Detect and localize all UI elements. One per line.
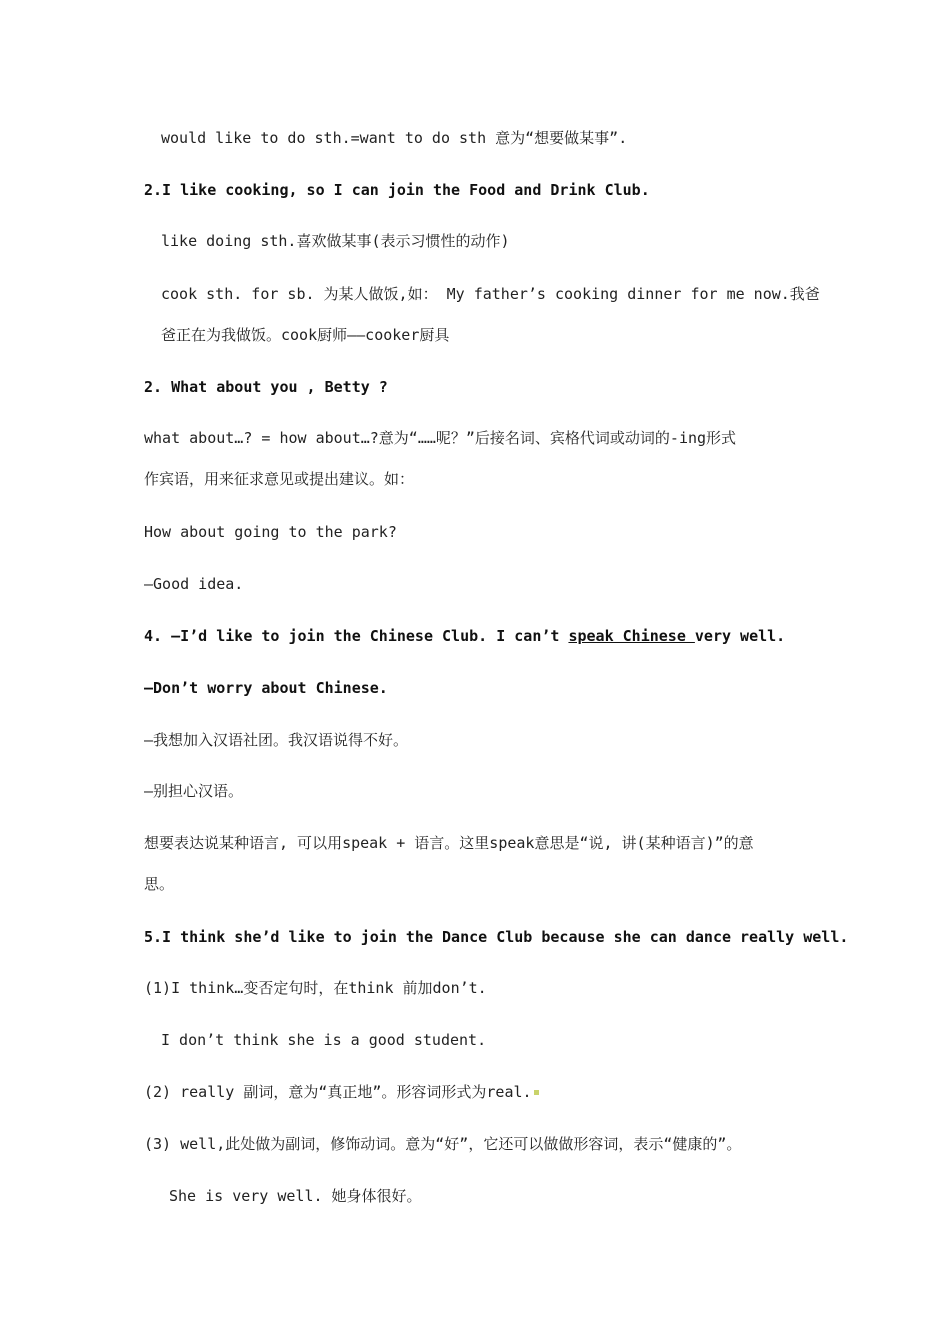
note-cook-for: cook sth. for sb. 为某人做饭,如： My father’s cooking dinner for me now.我爸	[161, 285, 820, 303]
underlined-speak-chinese: speak Chinese	[568, 627, 695, 645]
heading-item-4-part-c: very well.	[694, 627, 786, 645]
note-i-think: (1)I think…变否定句时，在think 前加don’t.	[144, 979, 487, 997]
dialogue-dont-worry: —Don’t worry about Chinese.	[144, 679, 388, 697]
note-well: (3) well,此处做为副词，修饰动词。意为“好”，它还可以做做形容词，表示“健康的”。	[144, 1135, 742, 1153]
note-would-like: would like to do sth.=want to do sth 意为“想要做某事”.	[161, 129, 628, 147]
note-what-about: what about…? = how about…?意为“……呢？”后接名词、宾格代词或动词的-ing形式	[144, 429, 737, 447]
note-really-text: (2) really 副词，意为“真正地”。形容词形式为real.	[144, 1083, 532, 1101]
highlight-mark	[534, 1090, 539, 1095]
translation-dont-worry: —别担心汉语。	[144, 782, 244, 800]
example-i-dont-think: I don’t think she is a good student.	[161, 1031, 487, 1049]
translation-join-club: —我想加入汉语社团。我汉语说得不好。	[144, 731, 409, 749]
example-how-about: How about going to the park?	[144, 523, 397, 541]
heading-item-5-dance-club: 5.I think she’d like to join the Dance Club because she can dance really well.	[144, 928, 849, 946]
heading-item-2-what-about: 2. What about you , Betty ?	[144, 378, 388, 396]
heading-item-4-chinese-club	[144, 626, 785, 646]
note-what-about-continued: 作宾语，用来征求意见或提出建议。如：	[144, 470, 415, 488]
note-speak-language-continued: 思。	[144, 875, 175, 893]
note-like-doing: like doing sth.喜欢做某事(表示习惯性的动作)	[161, 232, 510, 250]
note-speak-language: 想要表达说某种语言, 可以用speak + 语言。这里speak意思是“说, 讲(某种语言)”的意	[144, 834, 754, 852]
heading-item-2-cooking: 2.I like cooking, so I can join the Food and Drink Club.	[144, 181, 650, 199]
note-cook-continued: 爸正在为我做饭。cook厨师——cooker厨具	[161, 326, 450, 344]
heading-item-4-part-a: 4. —I’d like to join the Chinese Club. I can’t	[144, 627, 569, 645]
note-really	[144, 1082, 539, 1102]
example-good-idea: —Good idea.	[144, 575, 244, 593]
example-she-is-well: She is very well. 她身体很好。	[169, 1187, 422, 1205]
